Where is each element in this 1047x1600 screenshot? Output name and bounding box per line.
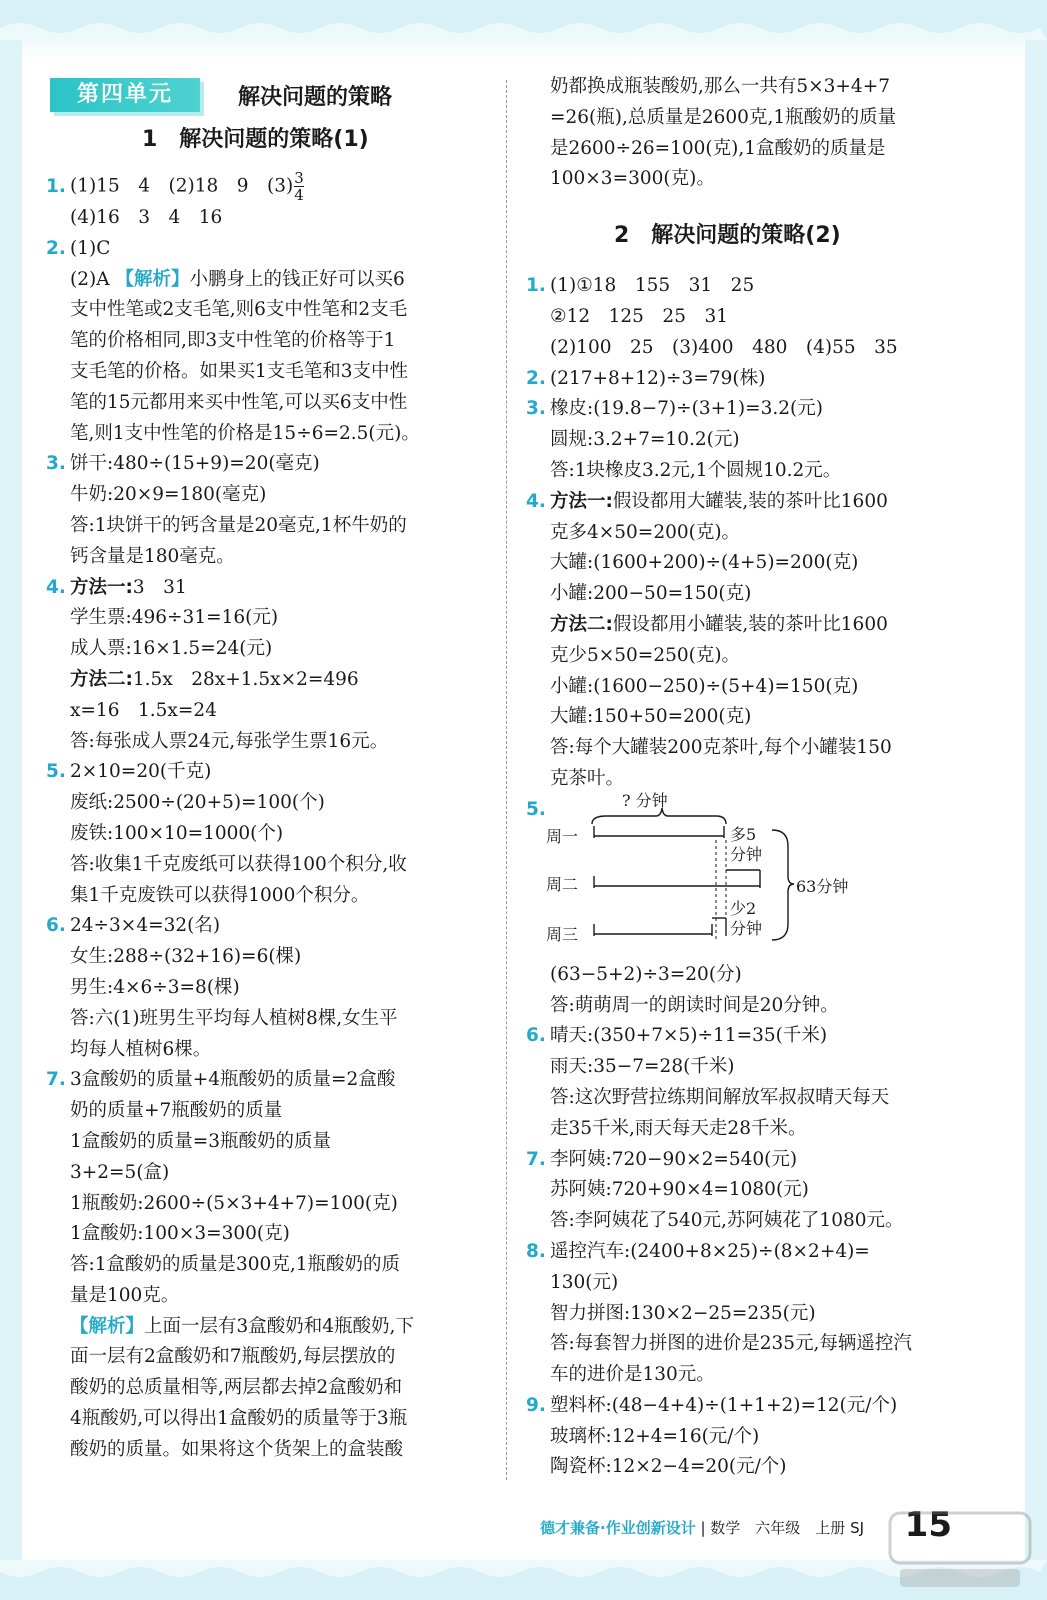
answer-line: 小罐:(1600−250)÷(5+4)=150(克) — [550, 675, 859, 697]
question-number: 8. — [526, 1240, 546, 1262]
answer-line: 8. 遥控汽车:(2400+8×25)÷(8×2+4)= — [526, 1237, 966, 1268]
answer-line: 苏阿姨:720+90×4=1080(元) — [550, 1179, 809, 1201]
answer-line: 答:李阿姨花了540元,苏阿姨花了1080元。 — [550, 1210, 904, 1232]
answer-line: 酸奶的总质量相等,两层都去掉2盒酸奶和 — [70, 1377, 403, 1399]
answer-line: 答:萌萌周一的朗读时间是20分钟。 — [550, 994, 839, 1016]
diagram-more-label: 多5 — [730, 825, 757, 844]
answer-line: 走35千米,雨天每天走28千米。 — [550, 1117, 807, 1139]
question-number: 7. — [526, 1148, 546, 1170]
answer-line: 2. (1)C — [46, 234, 486, 265]
diagram-total-brace — [772, 830, 794, 940]
answer-line: (63−5+2)÷3=20(分) — [550, 963, 742, 985]
left-border — [0, 30, 22, 1560]
answer-line: 陶瓷杯:12×2−4=20(元/个) — [550, 1456, 787, 1478]
question-number: 6. — [526, 1025, 546, 1047]
top-wave-border — [0, 0, 1047, 40]
answer-line: 答:1块橡皮3.2元,1个圆规10.2元。 — [550, 459, 842, 481]
answer-line: 克多4×50=200(克)。 — [550, 521, 741, 543]
answer-line: 4瓶酸奶,可以得出1盒酸奶的质量等于3瓶 — [70, 1408, 408, 1430]
answer-line: 答:1块饼干的钙含量是20毫克,1杯牛奶的 — [70, 514, 407, 536]
footer-info: | 数学 六年级 上册 SJ — [700, 1519, 865, 1537]
answer-line: 1. (1)①18 155 31 25 — [526, 271, 966, 302]
unit-tag: 第四单元 — [50, 78, 200, 112]
answer-line: 女生:288÷(32+16)=6(棵) — [70, 946, 302, 968]
column-divider — [506, 80, 507, 1480]
answer-line: 车的进价是130元。 — [550, 1364, 715, 1386]
unit-title: 解决问题的策略 — [238, 85, 393, 110]
diagram-label-monday: 周一 — [546, 827, 579, 846]
answer-line: 支毛笔的价格。如果买1支毛笔和3支中性 — [70, 360, 409, 382]
footer-brand: 德才兼备·作业创新设计 — [540, 1519, 696, 1537]
answer-line: 克茶叶。 — [550, 767, 625, 789]
answer-line: 3. 橡皮:(19.8−7)÷(3+1)=3.2(元) — [526, 394, 966, 425]
fraction: $\frac{3}{4}$ — [294, 169, 304, 204]
answer-line: 100×3=300(克)。 — [550, 168, 715, 190]
diagram-more-unit: 分钟 — [730, 845, 763, 864]
question-number: 5. — [526, 798, 546, 820]
answer-line: 男生:4×6÷3=8(棵) — [70, 976, 240, 998]
answer-line: 1. (1)15 4 (2)18 9 (3) $\frac{3}{4}$ — [46, 169, 304, 204]
answer-line: 笔的价格相同,即3支中性笔的价格等于1 — [70, 330, 396, 352]
answer-line: 大罐:(1600+200)÷(4+5)=200(克) — [550, 552, 859, 574]
answer-line: 【解析】上面一层有3盒酸奶和4瓶酸奶,下 — [70, 1315, 414, 1337]
answer-line: 2. (217+8+12)÷3=79(株) — [526, 364, 966, 395]
question-number: 9. — [526, 1394, 546, 1416]
answer-line: 6. 24÷3×4=32(名) — [46, 911, 486, 942]
answer-line: 方法二:假设都用小罐装,装的茶叶比1600 — [550, 613, 888, 635]
answer-line: 废纸:2500÷(20+5)=100(个) — [70, 792, 325, 814]
question-number: 4. — [46, 576, 66, 598]
question-number: 4. — [526, 490, 546, 512]
answer-line: 1盒酸奶的质量=3瓶酸奶的质量 — [70, 1130, 332, 1152]
answer-line: (2)A 【解析】小鹏身上的钱正好可以买6 — [70, 268, 405, 290]
answer-line: 笔,则1支中性笔的价格是15÷6=2.5(元)。 — [70, 422, 420, 444]
analysis-label: 【解析】 — [115, 268, 190, 290]
question-number: 2. — [46, 237, 66, 259]
answer-line: 集1千克废铁可以获得1000个积分。 — [70, 884, 370, 906]
answer-line: 答:1盒酸奶的质量是300克,1瓶酸奶的质 — [70, 1254, 400, 1276]
answer-line: 奶的质量+7瓶酸奶的质量 — [70, 1100, 283, 1122]
spacer — [526, 195, 966, 271]
answer-line: ②12 125 25 31 — [550, 305, 729, 327]
answer-line: 130(元) — [550, 1271, 619, 1293]
answer-line: 均每人植树6棵。 — [70, 1038, 212, 1060]
answer-line: 答:六(1)班男生平均每人植树8棵,女生平 — [70, 1007, 398, 1029]
answer-line: 1盒酸奶:100×3=300(克) — [70, 1223, 290, 1245]
answer-line: 9. 塑料杯:(48−4+4)÷(1+1+2)=12(元/个) — [526, 1391, 966, 1422]
diagram-less-label: 少2 — [730, 899, 757, 918]
answer-line: 大罐:150+50=200(克) — [550, 706, 752, 728]
segment-diagram — [526, 790, 906, 950]
answer-line: 答:收集1千克废纸可以获得100个积分,收 — [70, 853, 407, 875]
answer-line: 克少5×50=250(克)。 — [550, 644, 741, 666]
answer-line: 7. 3盒酸奶的质量+4瓶酸奶的质量=2盒酸 — [46, 1065, 486, 1096]
answer-line: 4. 方法一:假设都用大罐装,装的茶叶比1600 — [526, 487, 966, 518]
right-border — [1025, 30, 1047, 1560]
question-number: 2. — [526, 367, 546, 389]
page-number: 15 — [904, 1505, 952, 1545]
answer-line: 方法二:1.5x 28x+1.5x×2=496 — [70, 668, 359, 690]
answer-line: 小罐:200−50=150(克) — [550, 583, 752, 605]
question-number: 5. — [46, 761, 66, 783]
answer-line: 7. 李阿姨:720−90×2=540(元) — [526, 1145, 966, 1176]
left-column — [46, 170, 486, 1466]
question-number: 6. — [46, 915, 66, 937]
answer-line: (4)16 3 4 16 — [70, 207, 223, 228]
answer-line: 4. 方法一:3 31 — [46, 573, 486, 604]
analysis-label: 【解析】 — [70, 1315, 145, 1337]
diagram-label-tuesday: 周二 — [546, 875, 579, 894]
answer-line: 圆规:3.2+7=10.2(元) — [550, 429, 740, 451]
answer-line: 支中性笔或2支毛笔,则6支中性笔和2支毛 — [70, 299, 408, 321]
right-column — [526, 72, 966, 1483]
answer-line: (2)100 25 (3)400 480 (4)55 35 — [550, 336, 898, 358]
question-number: 1. — [46, 175, 66, 197]
answer-line: 酸奶的质量。如果将这个货架上的盒装酸 — [70, 1438, 404, 1460]
section-2-title: 2 解决问题的策略(2) — [614, 223, 841, 248]
diagram-label-wednesday: 周三 — [546, 925, 579, 944]
answer-line: 钙含量是180毫克。 — [70, 545, 235, 567]
question-number: 3. — [526, 398, 546, 420]
answer-line: 答:每套智力拼图的进价是235元,每辆遥控汽 — [550, 1333, 912, 1355]
answer-line: 答:每张成人票24元,每张学生票16元。 — [70, 730, 389, 752]
answer-line: 成人票:16×1.5=24(元) — [70, 638, 273, 660]
answer-line: 6. 晴天:(350+7×5)÷11=35(千米) — [526, 1021, 966, 1052]
watermark-logo-icon — [880, 1505, 1040, 1595]
answer-line: 5. 2×10=20(千克) — [46, 757, 486, 788]
answer-line: 笔的15元都用来买中性笔,可以买6支中性 — [70, 391, 408, 413]
question-number: 3. — [46, 453, 66, 475]
answer-line: 答:这次野营拉练期间解放军叔叔晴天每天 — [550, 1086, 890, 1108]
answer-line: =26(瓶),总质量是2600克,1瓶酸奶的质量 — [550, 106, 897, 128]
diagram-total-label: 63分钟 — [796, 877, 849, 896]
answer-line: 面一层有2盒酸奶和7瓶酸奶,每层摆放的 — [70, 1346, 396, 1368]
diagram-top-brace — [592, 808, 726, 824]
answer-line: 3. 饼干:480÷(15+9)=20(毫克) — [46, 449, 486, 480]
answer-line: 雨天:35−7=28(千米) — [550, 1056, 735, 1078]
diagram-top-label: ? 分钟 — [622, 791, 668, 810]
answer-line: 学生票:496÷31=16(元) — [70, 607, 279, 629]
answer-line: 量是100克。 — [70, 1284, 180, 1306]
answer-line: 玻璃杯:12+4=16(元/个) — [550, 1425, 760, 1447]
answer-line: x=16 1.5x=24 — [70, 699, 217, 721]
answer-line: 智力拼图:130×2−25=235(元) — [550, 1302, 816, 1324]
answer-line: 是2600÷26=100(克),1盒酸奶的质量是 — [550, 137, 886, 159]
answer-line: 1瓶酸奶:2600÷(5×3+4+7)=100(克) — [70, 1192, 398, 1214]
question-number: 7. — [46, 1069, 66, 1091]
answer-line: 废铁:100×10=1000(个) — [70, 822, 284, 844]
answer-line: 3+2=5(盒) — [70, 1161, 170, 1183]
answer-line: 答:每个大罐装200克茶叶,每个小罐装150 — [550, 737, 892, 759]
diagram-less-unit: 分钟 — [730, 919, 763, 938]
question-number: 1. — [526, 275, 546, 297]
answer-line: 奶都换成瓶装酸奶,那么一共有5×3+4+7 — [550, 76, 890, 97]
section-1-title: 1 解决问题的策略(1) — [142, 127, 369, 152]
answer-line: 牛奶:20×9=180(毫克) — [70, 484, 267, 506]
